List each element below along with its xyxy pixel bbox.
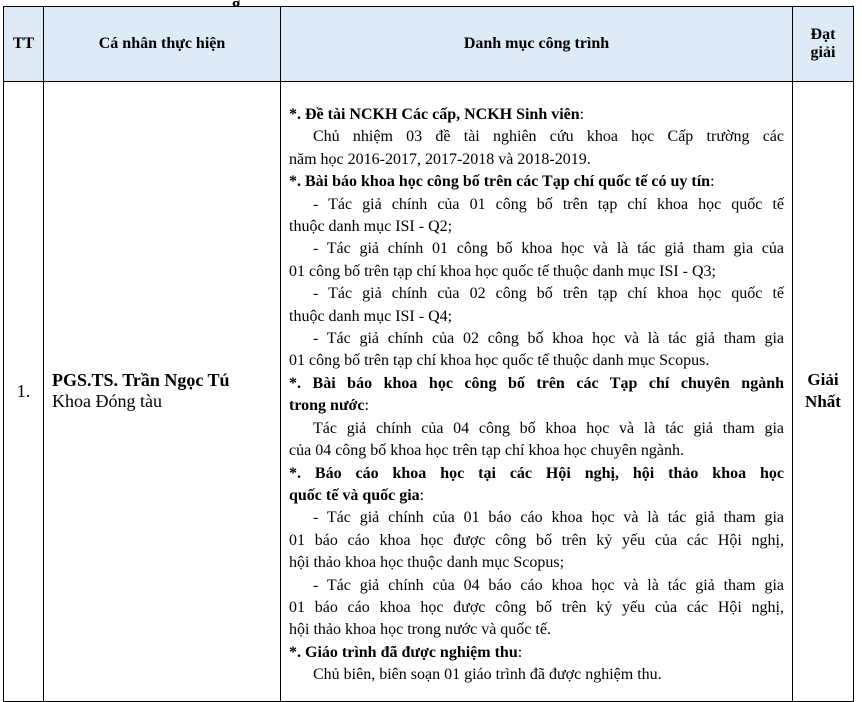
works-line: của 04 công bố khoa học trên tạp chí khoa học chuyên ngành. bbox=[289, 442, 684, 460]
header-works: Danh mục công trình bbox=[281, 7, 793, 82]
works-line: 01 công bố trên tạp chí khoa học quốc tế thuộc danh mục Scopus. bbox=[289, 352, 710, 370]
works-line: - Tác giả chính của 02 công bố trên tạp chí khoa học quốc tế bbox=[313, 285, 784, 303]
works-line: 01 báo cáo khoa học được công bố trên kỷ yếu của các Hội nghị, bbox=[289, 598, 784, 616]
works-line: 01 công bố trên tạp chí khoa học quốc tế thuộc danh mục ISI - Q3; bbox=[289, 262, 716, 280]
works-line: năm học 2016-2017, 2017-2018 và 2018-2019. bbox=[289, 150, 591, 168]
works-line: 01 báo cáo khoa học được công bố trên kỷ yếu của các Hội nghị, bbox=[289, 531, 784, 549]
works-line: Chủ nhiệm 03 đề tài nghiên cứu khoa học Cấp trường các bbox=[313, 128, 784, 146]
header-award-line2: giải bbox=[810, 44, 836, 61]
works-line: hội thảo khoa học thuộc danh mục Scopus; bbox=[289, 554, 565, 572]
works-line: - Tác giả chính của 01 công bố trên tạp chí khoa học quốc tế bbox=[313, 195, 784, 213]
works-line: - Tác giả chính của 02 công bố khoa học và là tác giả tham gia bbox=[313, 330, 784, 348]
section-title: *. Bài báo khoa học công bố trên các Tạp chí quốc tế có uy tín: bbox=[289, 173, 715, 191]
header-person: Cá nhân thực hiện bbox=[44, 7, 281, 82]
table-row bbox=[4, 82, 854, 702]
works-line: Chủ biên, biên soạn 01 giáo trình đã được nghiệm thu. bbox=[313, 666, 662, 684]
works-line: Tác giả chính của 04 công bố khoa học và là tác giả tham gia bbox=[313, 419, 784, 437]
award-line1: Giải bbox=[807, 370, 839, 390]
section-title: *. Bài báo khoa học công bố trên các Tạp chí chuyên ngành bbox=[289, 374, 784, 392]
works-line: hội thảo khoa học trong nước và quốc tế. bbox=[289, 621, 551, 639]
header-award bbox=[793, 7, 854, 82]
section-title: *. Báo cáo khoa học tại các Hội nghị, hội thảo khoa học bbox=[289, 464, 784, 482]
works-line: thuộc danh mục ISI - Q4; bbox=[289, 307, 453, 325]
award-line2: Nhất bbox=[805, 392, 841, 412]
award-cell bbox=[793, 82, 854, 702]
works-line: - Tác giả chính 01 công bố khoa học và là tác giả tham gia của bbox=[313, 240, 784, 258]
works-cell bbox=[281, 82, 793, 702]
person-name: PGS.TS. Trần Ngọc Tú bbox=[52, 370, 230, 391]
works-line: thuộc danh mục ISI - Q2; bbox=[289, 218, 453, 236]
section-title: *. Giáo trình đã được nghiệm thu: bbox=[289, 643, 523, 661]
section-title: quốc tế và quốc gia: bbox=[289, 486, 425, 504]
award-table bbox=[3, 6, 854, 702]
works-line: - Tác giả chính của 01 báo cáo khoa học và là tác giả tham gia bbox=[313, 509, 784, 527]
row-index: 1. bbox=[4, 82, 44, 702]
header-row bbox=[4, 7, 854, 82]
person-department: Khoa Đóng tàu bbox=[52, 391, 162, 412]
section-title: trong nước: bbox=[289, 397, 369, 415]
header-award-line1: Đạt bbox=[810, 26, 836, 43]
section-title: *. Đề tài NCKH Các cấp, NCKH Sinh viên: bbox=[289, 106, 585, 123]
works-line: - Tác giả chính của 04 báo cáo khoa học và là tác giả tham gia bbox=[313, 576, 784, 594]
person-cell bbox=[44, 82, 281, 702]
header-tt: TT bbox=[4, 7, 44, 82]
